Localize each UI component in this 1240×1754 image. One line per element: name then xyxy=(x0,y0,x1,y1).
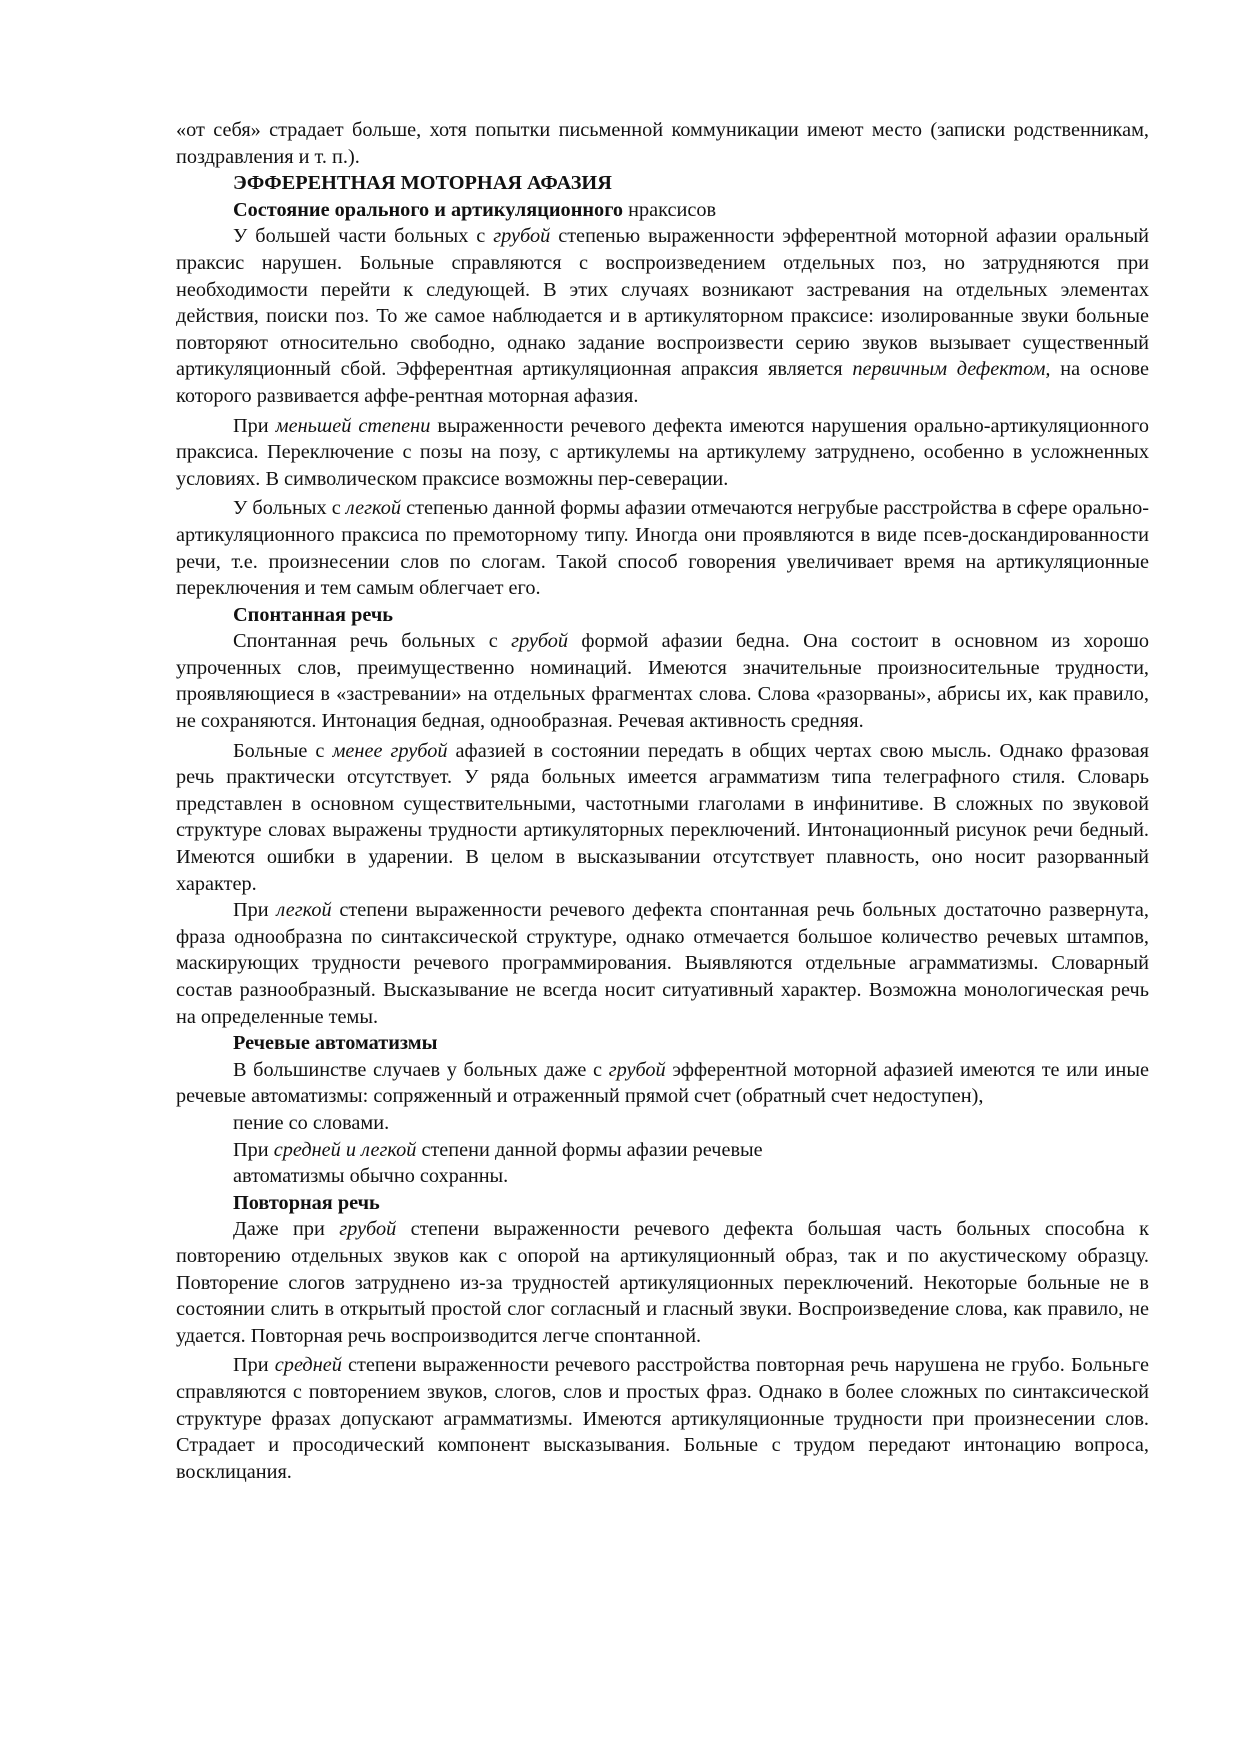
text-run: При xyxy=(233,899,277,922)
paragraph xyxy=(176,1216,1149,1349)
paragraph xyxy=(176,413,1149,493)
italic-emphasis: меньшей степени xyxy=(275,414,431,437)
paragraph xyxy=(176,628,1149,734)
text-run: на основе которого развивается аффе-рентная моторная афазия. xyxy=(176,358,1149,407)
section-heading xyxy=(176,1030,1149,1057)
text-run: При xyxy=(233,1138,274,1161)
heading-normal-text: нраксисов xyxy=(623,198,717,221)
text-run: эфферентной моторной афазией имеются те или иные речевые автоматизмы: сопряженный и отраженный прямой счет (обратный счет недоступен), xyxy=(176,1058,1150,1108)
italic-emphasis: средней и легкой xyxy=(273,1138,417,1161)
text-run: афазией в состоянии передать в общих чертах свою мысль. Однако фразовая речь практически отсутствует. У ряда больных имеется аграмматизм типа телеграфного стиля. Словарь представлен в основном существительными, частотными глаголами в инфинитиве. В сложных по звуковой структуре словах выражены трудности артикуляторных переключений. Интонационный рисунок речи бедный. Имеются ошибки в ударении. В целом в высказывании отсутствует плавность, оно носит разорванный характер. xyxy=(176,739,1149,895)
text-run: В большинстве случаев у больных даже с xyxy=(233,1058,609,1081)
text-run: степени выраженности речевого дефекта спонтанная речь больных достаточно развернута, фраза однообразна по синтаксической структуре, однако отмечается большое количество речевых штампов, маскирующих трудности речевого программирования. Выявляются отдельные аграмматизмы. Словарный состав разнообразный. Высказывание не всегда носит ситуативный характер. Возможна монологическая речь на определенные темы. xyxy=(176,899,1149,1028)
text-run: степени выраженности речевого дефекта большая часть больных способна к повторению отдельных звуков как с опорой на артикуляционный образ, так и по акустическому образцу. Повторение слогов затруднено из-за трудностей артикуляционных переключений. Некоторые больные не в состоянии слить в открытый простой слог согласный и гласный звуки. Воспроизведение слова, как правило, не удается. Повторная речь воспроизводится легче спонтанной. xyxy=(176,1218,1149,1347)
text-run: ЭФФЕРЕНТНАЯ МОТОРНАЯ АФАЗИЯ xyxy=(233,172,612,195)
text-line xyxy=(176,1137,1149,1164)
text-run: Спонтанная речь больных с xyxy=(233,630,512,653)
document-page xyxy=(176,117,1149,1485)
text-run: пение со словами. xyxy=(233,1111,390,1134)
section-heading xyxy=(176,197,1149,224)
text-run: При xyxy=(233,414,276,437)
paragraph xyxy=(176,117,1149,170)
italic-emphasis: менее грубой xyxy=(332,739,448,762)
text-line xyxy=(176,1163,1149,1190)
paragraph xyxy=(176,897,1149,1030)
text-run: степенью выраженности эфферентной моторной афазии оральный праксис нарушен. Больные справляются с воспроизведением отдельных поз, но затрудняются при необходимости перейти к следующей. В этих случаях возникают застревания на отдельных элементах действия, поиски поз. То же самое наблюдается и в артикуляторном праксисе: изолированные звуки больные повторяют относительно свободно, однако задание воспроизвести серию звуков вызывает существенный артикуляционный сбой. Эфферентная артикуляционная апраксия является xyxy=(176,225,1149,381)
text-run: У большей части больных с xyxy=(233,225,494,248)
italic-emphasis: грубой xyxy=(608,1058,666,1081)
italic-emphasis: грубой xyxy=(339,1218,397,1241)
paragraph xyxy=(176,1352,1149,1485)
section-heading xyxy=(176,1190,1149,1217)
text-run: формой афазии бедна. Она состоит в основном из хорошо упроченных слов, преимущественно номинаций. Имеются значительные произносительные трудности, проявляющиеся в «застревании» на отдельных фрагментах слова. Слова «разорваны», абрисы их, как правило, не сохраняются. Интонация бедная, однообразная. Речевая активность средняя. xyxy=(176,630,1149,733)
text-run: Речевые автоматизмы xyxy=(233,1032,438,1055)
text-run: степени данной формы афазии речевые xyxy=(416,1138,763,1161)
section-heading xyxy=(176,602,1149,629)
text-run: При xyxy=(233,1354,275,1377)
text-run: Даже при xyxy=(233,1218,340,1241)
paragraph xyxy=(176,223,1149,409)
text-run: Больные с xyxy=(233,739,333,762)
text-run: степени выраженности речевого расстройства повторная речь нарушена не грубо. Больньге справляются с повторением звуков, слогов, слов и простых фраз. Однако в более сложных по синтаксической структуре фразах допускают аграмматизмы. Имеются артикуляционные трудности при произнесении слов. Страдает и просодический компонент высказывания. Больные с трудом передают интонацию вопроса, восклицания. xyxy=(176,1354,1149,1483)
text-run: выраженности речевого дефекта имеются нарушения орально-артикуляционного праксиса. Переключение с позы на позу, с артикулемы на артикулему затруднено, особенно в усложненных условиях. В символическом праксисе возможны пер-северации. xyxy=(176,414,1149,490)
section-heading xyxy=(176,170,1149,197)
text-run: Спонтанная речь xyxy=(233,603,394,626)
heading-bold-text: Состояние орального и артикуляционного xyxy=(233,198,624,221)
paragraph xyxy=(176,1057,1149,1110)
text-line xyxy=(176,1110,1149,1137)
italic-emphasis: первичным дефектом, xyxy=(852,358,1051,381)
text-run: У больных с xyxy=(233,497,346,520)
paragraph xyxy=(176,738,1149,898)
text-run: автоматизмы обычно сохранны. xyxy=(233,1165,509,1188)
text-run: «от себя» страдает больше, хотя попытки письменной коммуникации имеют место (записки родственникам, поздравления и т. п.). xyxy=(176,119,1149,168)
text-run: степенью данной формы афазии отмечаются негрубые расстройства в сфере орально-артикуляционного праксиса по премоторному типу. Иногда они проявляются в виде псев-доскандированности речи, т.е. произнесении слов по слогам. Такой способ говорения увеличивает время на артикуляционные переключения и тем самым облегчает его. xyxy=(176,497,1149,600)
italic-emphasis: легкой xyxy=(276,899,332,922)
paragraph xyxy=(176,495,1149,601)
italic-emphasis: грубой xyxy=(511,630,569,653)
italic-emphasis: легкой xyxy=(345,497,402,520)
italic-emphasis: средней xyxy=(274,1354,342,1377)
italic-emphasis: грубой xyxy=(493,225,551,248)
text-run: Повторная речь xyxy=(233,1191,380,1214)
